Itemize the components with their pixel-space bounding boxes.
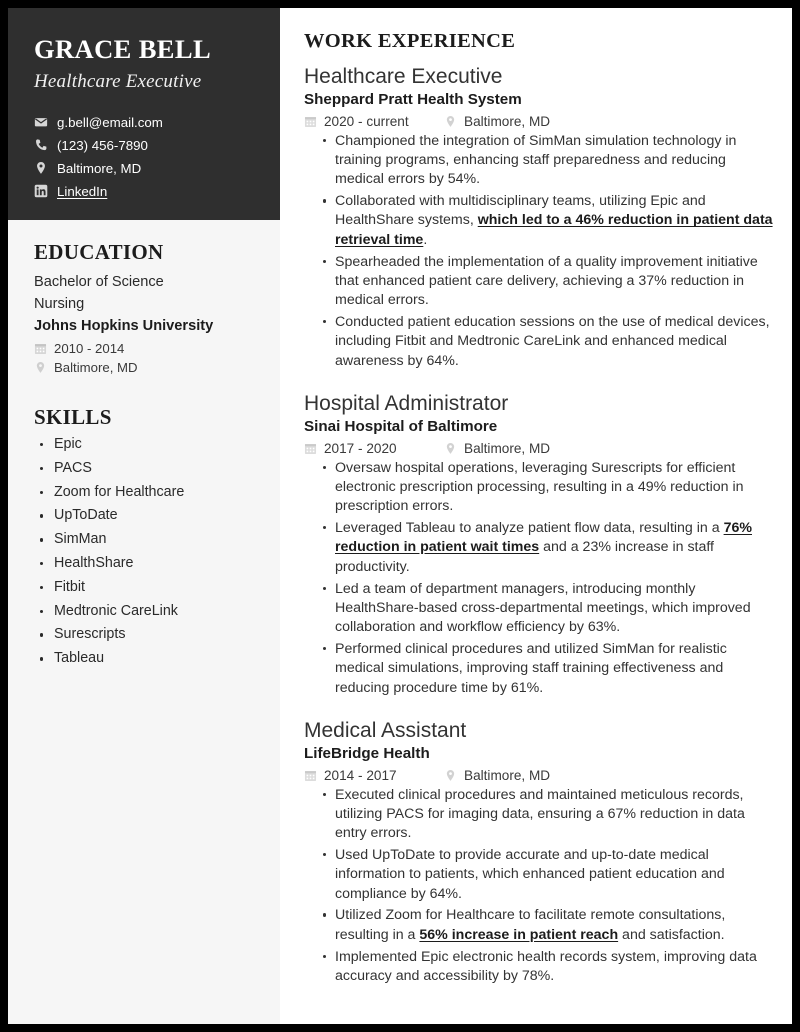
job-entry (304, 64, 774, 371)
map-pin-icon (444, 115, 457, 128)
job-bullet: Oversaw hospital operations, leveraging Surescripts for efficient electronic prescription processing, resulting in a 49% reduction in prescription errors. (304, 459, 774, 517)
job-meta (304, 114, 774, 129)
contact-list (34, 115, 254, 198)
calendar-icon (304, 442, 317, 455)
job-title: Medical Assistant (304, 718, 467, 742)
contact-linkedin-text: LinkedIn (57, 183, 108, 199)
job-bullet: Conducted patient education sessions on the use of medical devices, including Fitbit and Medtronic CareLink and enhanced medical awareness by 64%. (304, 313, 774, 371)
job-title: Hospital Administrator (304, 391, 509, 415)
job-bullets (304, 786, 774, 987)
job-bullet: Leveraged Tableau to analyze patient flow data, resulting in a 76% reduction in patient wait times and a 23% increase in staff productivity. (304, 519, 774, 577)
contact-location-text: Baltimore, MD (57, 160, 142, 176)
job-location (444, 114, 550, 129)
job-bullets (304, 132, 774, 371)
calendar-icon (34, 342, 47, 355)
skill-item: Medtronic CareLink (34, 604, 254, 618)
skill-item: Surescripts (34, 627, 254, 641)
education-section (34, 240, 254, 374)
job-company: Sinai Hospital of Baltimore (304, 418, 498, 436)
job-dates (304, 441, 444, 456)
education-location (34, 360, 254, 375)
map-pin-icon (34, 161, 48, 175)
sidebar-body (8, 220, 280, 1024)
skills-section (34, 405, 254, 665)
skills-heading: SKILLS (34, 404, 112, 429)
job-meta (304, 768, 774, 783)
education-degree: Bachelor of Science (34, 274, 164, 291)
contact-email-text: g.bell@email.com (57, 114, 163, 130)
job-location-text: Baltimore, MD (464, 767, 551, 783)
contact-linkedin[interactable] (34, 184, 254, 198)
job-bullet: Implemented Epic electronic health records system, improving data accuracy and accessibility by 78%. (304, 948, 774, 987)
job-meta (304, 441, 774, 456)
education-field: Nursing (34, 295, 85, 312)
skill-item: Epic (34, 437, 254, 451)
contact-phone-text: (123) 456-7890 (57, 137, 148, 153)
job-dates-text: 2017 - 2020 (324, 440, 397, 456)
job-title: Healthcare Executive (304, 65, 503, 88)
contact-location (34, 161, 254, 175)
job-bullet: Performed clinical procedures and utilized SimMan for realistic medical simulations, improving staff training effectiveness and reducing procedure time by 61%. (304, 640, 774, 698)
candidate-subtitle: Healthcare Executive (34, 71, 202, 93)
job-entry (304, 718, 774, 986)
job-location (444, 768, 550, 783)
job-company: LifeBridge Health (304, 745, 430, 763)
job-dates (304, 768, 444, 783)
job-dates-text: 2014 - 2017 (324, 767, 397, 783)
skill-item: Zoom for Healthcare (34, 485, 254, 499)
job-bullet: Spearheaded the implementation of a quality improvement initiative that enhanced patient care delivery, achieving a 37% reduction in medical errors. (304, 253, 774, 311)
linkedin-icon (34, 184, 48, 198)
job-bullet: Utilized Zoom for Healthcare to facilitate remote consultations, resulting in a 56% increase in patient reach and satisfaction. (304, 906, 774, 945)
job-entry (304, 391, 774, 698)
job-bullet: Led a team of department managers, introducing monthly HealthShare-based cross-departmental meetings, which improved collaboration and workflow efficiency by 63%. (304, 580, 774, 638)
calendar-icon (304, 769, 317, 782)
map-pin-icon (444, 442, 457, 455)
contact-phone[interactable] (34, 138, 254, 152)
skill-item: PACS (34, 461, 254, 475)
job-bullet: Executed clinical procedures and maintained meticulous records, utilizing PACS for imaging data, ensuring a 67% reduction in data entry errors. (304, 786, 774, 844)
phone-icon (34, 138, 48, 152)
skill-item: HealthShare (34, 556, 254, 570)
job-bullet: Used UpToDate to provide accurate and up-to-date medical information to patients, which enhanced patient education and compliance by 64%. (304, 846, 774, 904)
job-company: Sheppard Pratt Health System (304, 91, 522, 109)
job-bullets (304, 459, 774, 698)
sidebar-header (8, 8, 280, 220)
skill-item: SimMan (34, 532, 254, 546)
calendar-icon (304, 115, 317, 128)
skill-item: Fitbit (34, 580, 254, 594)
education-heading: EDUCATION (34, 240, 164, 265)
sidebar (8, 8, 280, 1024)
job-dates-text: 2020 - current (324, 113, 409, 129)
skill-item: Tableau (34, 651, 254, 665)
skills-list (34, 437, 254, 665)
map-pin-icon (34, 361, 47, 374)
candidate-name: GRACE BELL (34, 34, 212, 64)
work-experience-heading: WORK EXPERIENCE (304, 30, 516, 52)
skill-item: UpToDate (34, 508, 254, 522)
job-location (444, 441, 550, 456)
main-content (280, 8, 792, 1024)
education-dates-text: 2010 - 2014 (54, 340, 125, 356)
job-list (304, 64, 774, 986)
job-location-text: Baltimore, MD (464, 113, 551, 129)
map-pin-icon (444, 769, 457, 782)
job-location-text: Baltimore, MD (464, 440, 551, 456)
education-school: Johns Hopkins University (34, 317, 214, 334)
education-dates (34, 341, 254, 356)
job-dates (304, 114, 444, 129)
contact-email[interactable] (34, 115, 254, 129)
envelope-icon (34, 115, 48, 129)
resume-page (8, 8, 792, 1024)
job-bullet: Championed the integration of SimMan simulation technology in training programs, enhancing staff preparedness and reducing medical errors by 54%. (304, 132, 774, 190)
education-location-text: Baltimore, MD (54, 359, 138, 375)
job-bullet: Collaborated with multidisciplinary teams, utilizing Epic and HealthShare systems, which led to a 46% reduction in patient data retrieval time. (304, 192, 774, 250)
